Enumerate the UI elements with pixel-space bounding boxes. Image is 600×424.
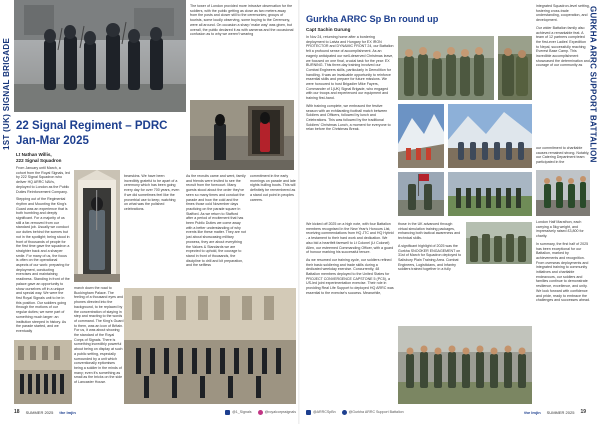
paragraph: commitment in the early mornings on parade and late nights bulling boots. This will definitely be remembered as a stand out point in peoples careers. [250, 174, 296, 202]
social-handle-facebook[interactable]: @Gurkha ARRC Support Battalion [342, 410, 404, 415]
right-footer [306, 406, 586, 418]
paragraph: Our wider Battalion family also achieved a remarkable feat. A team of 12 partners completed the first-ever Ladies' Expedition to Nepal, successfully reaching Everest Base Camp. This incredible accomplishment showcased the determination and courage of our community as [536, 25, 590, 68]
left-col-1-text [16, 166, 70, 364]
paragraph: London Half Marathon, each carrying a 5kg weight, and impressively raised £3,800 for charity. [536, 220, 584, 239]
paragraph: Stepping out of the Regimental rhythm and Mounting the King's Guard was an experience that is both humbling and deeply significant. For a majority of us still a far-removed from our standard job. Usually we conduct our duties behind the scenes but not in the spotlight; being stood in front of thousands of people for the first time gave the squadron a straighter back and a sharper smile. For many of us, the focus is often on the operational aspects of our work: preparing for deployment, conducting exercises and maintaining readiness. Standing in front of the palace gave an opportunity to show ourselves off in a unique and special way. We were the first Royal Signals unit to be in this position. Our soldiers going through the motions of our regular duties; we were part of something much larger: an institution steeped in history. As the parade started, and we eventually [16, 197, 70, 333]
page-number: 19 [580, 409, 586, 415]
right-col-1-text [306, 35, 394, 215]
paragraph: In Nov 24, returning home after a bordering deployment to Latvia and Hungary for EX IRON PROTECTOR and DYNAMIC FRONT 24, our Battalion felt a profound sense of accomplishment. As an eagerly anticipated our well-deserved Christmas leave, we focused on one final, crucial task for the year: EX BURNING. This three-day training involved our Combat Engineers skills, particularly in Demolition for handling. It was an invaluable opportunity to reinforce essential skills and prepare for future missions. We were honoured to host Brigadier Mike Fayers, Commander of 1(UK) Signal Brigade, who engaged with our troops and experienced our equipment and training first-hand. [306, 35, 394, 101]
photo-ladies-expedition [448, 104, 532, 168]
left-col-4-text [74, 286, 124, 385]
social-handle-x[interactable]: @ARRCSpBn [306, 410, 336, 415]
page-number: 18 [14, 409, 20, 415]
photo-ceremony [398, 172, 444, 216]
byline-author: Capt Sachin Gurung [306, 27, 351, 32]
social-handle-instagram[interactable]: @royalcorpssignals [258, 410, 296, 415]
left-col-3-text [124, 174, 180, 284]
left-col-top-text [190, 4, 294, 112]
right-col-6-text [536, 220, 590, 404]
photo-parade-formation [124, 288, 296, 404]
left-footer [14, 406, 296, 418]
x-icon [225, 410, 230, 415]
paragraph: bearskins. We have been incredibly grateful to be apart of a ceremony which has been going every day for over 700 years, even if we did sometimes feel like the proverbial use to keep, watching on what was the polished celebrations. [124, 174, 180, 211]
left-sidebar [0, 0, 14, 424]
paragraph: In summary, the first half of 2025 has been exceptional for our Battalion, marked by achievements and recognition. From overseas deployments and integrated training to community initiatives and charitable endeavours, our soldiers and families continue to demonstrate resilience, excellence, and unity. We look forward with confidence and pride, ready to embrace the challenges and successes ahead. [536, 241, 590, 303]
photo-palace-parade [14, 340, 72, 404]
magazine-name: the Imjin [524, 409, 541, 415]
right-col-4-text [536, 4, 590, 144]
issue-label: SUMMER 2025 [25, 409, 54, 415]
issue-label: SUMMER 2025 [546, 409, 575, 415]
social-handle-x[interactable]: @1_Signals [225, 410, 251, 415]
page-subtitle-date: Jan-Mar 2025 [16, 135, 89, 147]
left-col-3c-text [250, 174, 296, 284]
photo-marathon [536, 170, 590, 216]
right-col-2-text [306, 222, 394, 404]
photo-everest-base-camp [398, 104, 444, 168]
right-col-5-text [536, 146, 590, 168]
photo-battalion-march [448, 172, 532, 216]
paragraph: The tower of London provided more intrusive observation for the soldiers, with the public getting as close as two meters away from the posts and closer still to the ceremonies; groups of tourists, some loudly observing, some buying to the Ceremony, were all around. On occasion a sharp 'make way' was given, but overall, the public declared it as with cameras and the occasional confusion as to why we weren't wearing [190, 4, 294, 37]
paragraph: those in the UK advanced through virtual simulation training packages, enhancing both tactical awareness and technical skills. [398, 222, 461, 241]
x-icon [306, 410, 311, 415]
right-sidebar-label: GURKHA ARRC SUPPORT BATTALION [589, 6, 598, 163]
paragraph: integrated Squadron-level setting, fostering cross-trade understanding, cooperation, and development. [536, 4, 590, 23]
paragraph: march down the road to Buckingham Palace. The feeling of a thousand eyes and phones directed into the background, to be replaced by the concentration of staying in step and reacting to the words of command. The King's Guard to them, was an icon of Britain. For us, it was about showing the standard of the Royal Corps of Signals. There is something incredibly powerful about being on display at such a public setting, especially surrounded by a unit which conventionally epitomises being a soldier in the minds of many; even it's something as small as the bricks on the side of Lancaster House. [74, 286, 124, 385]
paragraph: our commitment to charitable causes remained strong. Notably, our Catering Department team participated in the [536, 146, 590, 165]
photo-soldiers-field [498, 36, 532, 100]
right-page [300, 0, 600, 424]
photo-guard-changing [190, 100, 294, 170]
facebook-icon [342, 410, 347, 415]
instagram-icon [258, 410, 263, 415]
photo-sentry-box [74, 170, 120, 282]
magazine-name: the Imjin [59, 409, 76, 415]
byline-author: Lt Nathan Willis, [16, 152, 52, 157]
page-title: Gurkha ARRC Sp Bn round up [306, 14, 439, 24]
page-title: 22 Signal Regiment – PDRC [16, 120, 168, 132]
paragraph: With training complete, we embraced the festive season with an exhilarating football match between Soldiers and Officers, followed by lunch and Celebrations. This was followed by the traditional Soldiers' Christmas Lunch, a moment for everyone to relax before the Christmas Break. [306, 103, 391, 132]
paragraph: As we resumed our training cycle, our soldiers refined their basic soldiering and trade skills during a dedicated weekday exercise. Concurrently, 48 Battalion members deployed to the United States for PROJECT CONVERGENCE CAPSTONE 5 (PC5), a US-led joint experimentation exercise. Their role in providing Real Life Support to deployed HQ ARRC was essential to the exercise's success. Meanwhile, [306, 257, 394, 295]
left-sidebar-label: 1ST (UK) SIGNAL BRIGADE [2, 37, 11, 150]
paragraph: A significant highlight of 2025 was the Gurkha SNOOKER ENGAGEMENT on 31st of March for Squadron deployed to Salisbury Plain Training Area. Combat Engineers, Logisticians, and Infantry soldiers trained together in a fully [398, 243, 462, 272]
photo-battalion-group [398, 326, 532, 404]
paragraph: We kicked off 2025 on a high note, with four Battalion members recognised in the New Year's Honours List, receiving commendations from HQ JTC and HQ Hybrid - a testament to their hard work and dedication. We also bid a heartfelt farewell to Lt Colonel (Lt Colonel) Allen, our esteemed Commanding Officer, with a guard of honour marking his successful tenure. [306, 222, 394, 255]
left-col-3b-text [186, 174, 246, 284]
paragraph: From January until March, a cohort from the Royal Signals, led by 222 Signal Squadron who deliver HQ ARRC NAVs, deployed to London as the Public Duties Reinforcement Company. [16, 166, 70, 194]
right-col-3-text [398, 222, 462, 322]
photo-guards-marching [14, 0, 186, 112]
byline-unit: 222 Signal Squadron [16, 158, 62, 163]
photo-squadron-group [466, 222, 532, 264]
paragraph: As the recruits came and went, family and friends were invited to see the recruit from the forecourt. Many guests stood about the order they've seen so many times and conduct the parade and how the cold and the times those cold November days practicing on the parade square in Stafford. As we return to Stafford after a period of excitement that has been Public Duties we come away with a better understanding of why events like these matter. They are not just about showcasing military prowess, they are about everything the Values & Standards we are expected to uphold, the courage to stand in front of thousands, the discipline to drill and kit preparation, and the selfless [186, 174, 246, 268]
photo-group-brigadier [398, 36, 494, 100]
